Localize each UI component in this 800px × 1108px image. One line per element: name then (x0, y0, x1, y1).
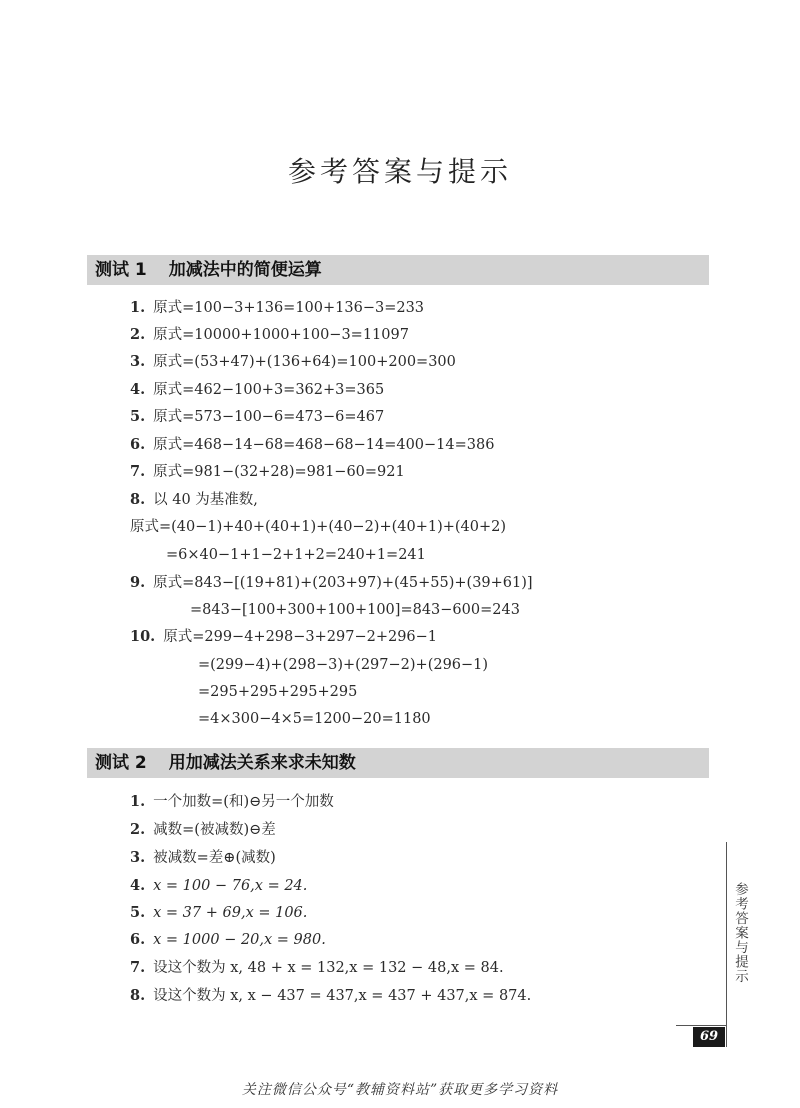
answer-text: x = 100 − 76,x = 24. (153, 878, 308, 894)
answer-line (130, 298, 424, 318)
answer-continuation (198, 682, 357, 702)
answer-number: 9. (130, 574, 146, 591)
answer-text: x = 37 + 69,x = 106. (153, 905, 308, 921)
answer-text: 一个加数=(和)⊖另一个加数 (153, 794, 334, 810)
answer-number: 8. (130, 987, 146, 1004)
answer-number: 3. (130, 353, 146, 370)
answer-text: 原式=468−14−68=468−68−14=400−14=386 (153, 437, 495, 453)
section-number: 测试 1 (95, 260, 147, 280)
answer-line (130, 573, 533, 593)
answer-number: 1. (130, 793, 146, 810)
answer-line (130, 876, 307, 896)
answer-text: x = 1000 − 20,x = 980. (153, 932, 326, 948)
answer-line (130, 627, 437, 647)
answer-text: 被减数=差⊕(减数) (153, 850, 276, 866)
answer-line (130, 958, 504, 978)
answer-text: 原式=843−[(19+81)+(203+97)+(45+55)+(39+61)] (153, 575, 533, 591)
answer-number: 7. (130, 463, 146, 480)
answer-line (130, 903, 307, 923)
answer-text: 原式=(40−1)+40+(40+1)+(40−2)+(40+1)+(40+2) (130, 519, 507, 535)
answer-text: =295+295+295+295 (198, 684, 358, 700)
answer-number: 5. (130, 408, 146, 425)
answer-line (130, 820, 276, 840)
answer-line (130, 930, 326, 950)
answer-number: 4. (130, 877, 146, 894)
answer-number: 10. (130, 628, 156, 645)
answer-text: 原式=299−4+298−3+297−2+296−1 (163, 629, 438, 645)
answer-continuation (190, 600, 520, 620)
section-title: 加减法中的简便运算 (168, 260, 322, 280)
answer-line (130, 462, 405, 482)
answer-text: 原式=981−(32+28)=981−60=921 (153, 464, 405, 480)
answer-number: 1. (130, 299, 146, 316)
answer-number: 7. (130, 959, 146, 976)
page-number-rule (676, 1025, 727, 1026)
answer-line (130, 435, 494, 455)
answer-number: 4. (130, 381, 146, 398)
answer-line (130, 380, 384, 400)
answer-line (130, 848, 276, 868)
answer-text: =4×300−4×5=1200−20=1180 (198, 711, 431, 727)
answer-text: 原式=(53+47)+(136+64)=100+200=300 (153, 354, 456, 370)
answer-continuation (198, 709, 431, 729)
answer-line (130, 352, 456, 372)
answer-line (130, 986, 531, 1006)
page-title: 参考答案与提示 (287, 155, 512, 188)
answer-text: 减数=(被减数)⊖差 (153, 822, 276, 838)
answer-text: 原式=462−100+3=362+3=365 (153, 382, 385, 398)
section-header-test-2 (87, 748, 709, 778)
answer-continuation (166, 545, 426, 565)
answer-number: 6. (130, 931, 146, 948)
answer-number: 2. (130, 326, 146, 343)
answer-text: 原式=10000+1000+100−3=11097 (153, 327, 409, 343)
answer-text: 原式=100−3+136=100+136−3=233 (153, 300, 425, 316)
answer-text: 设这个数为 x, x − 437 = 437,x = 437 + 437,x = 874. (153, 988, 532, 1004)
section-header-test-1 (87, 255, 709, 285)
answer-text: =6×40−1+1−2+1+2=240+1=241 (166, 547, 426, 563)
answer-continuation (130, 517, 506, 537)
answer-text: =(299−4)+(298−3)+(297−2)+(296−1) (198, 657, 489, 673)
answer-text: 原式=573−100−6=473−6=467 (153, 409, 385, 425)
answer-text: =843−[100+300+100+100]=843−600=243 (190, 602, 520, 618)
section-title: 用加减法关系来求未知数 (168, 753, 356, 773)
answer-text: 以 40 为基准数, (153, 492, 258, 508)
answer-line (130, 490, 258, 510)
footer-note: 关注微信公众号“教辅资料站”获取更多学习资料 (241, 1082, 559, 1098)
answer-continuation (198, 655, 488, 675)
answer-number: 8. (130, 491, 146, 508)
answer-line (130, 792, 334, 812)
answer-number: 6. (130, 436, 146, 453)
page-number: 69 (693, 1027, 725, 1047)
side-tab-label: 参考答案与提示 (732, 882, 748, 984)
answer-text: 设这个数为 x, 48 + x = 132,x = 132 − 48,x = 84. (153, 960, 504, 976)
answer-number: 5. (130, 904, 146, 921)
section-number: 测试 2 (95, 753, 147, 773)
answer-number: 3. (130, 849, 146, 866)
answer-line (130, 407, 384, 427)
answer-number: 2. (130, 821, 146, 838)
answer-line (130, 325, 409, 345)
